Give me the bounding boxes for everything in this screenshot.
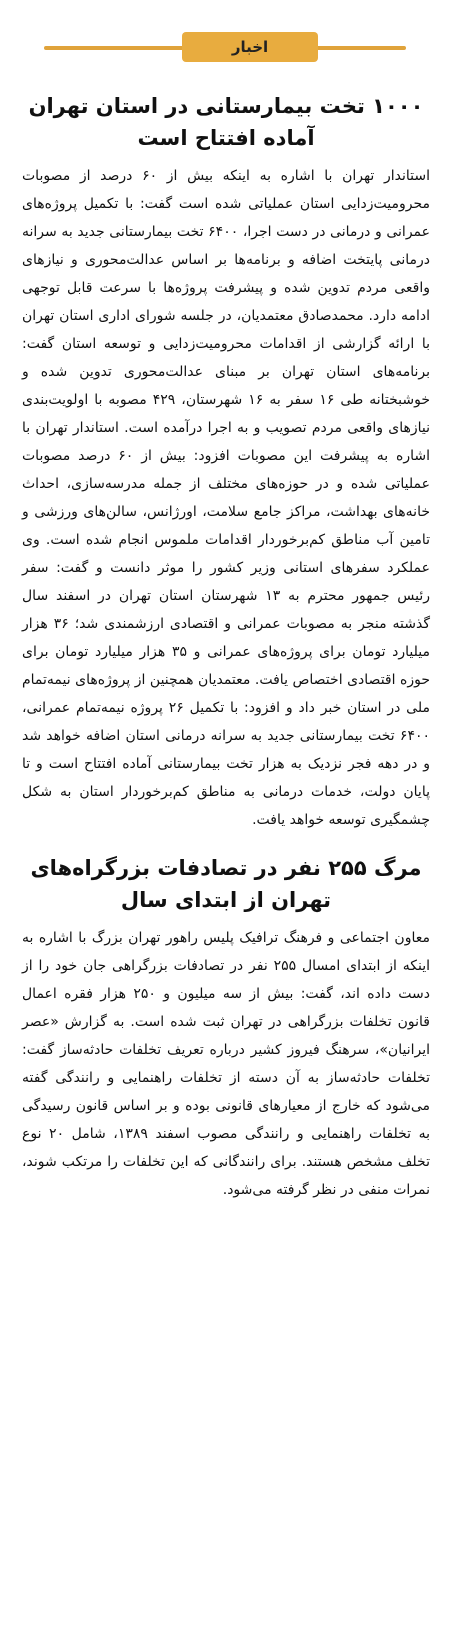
article-1-headline — [22, 76, 430, 162]
article-2-body: معاون اجتماعی و فرهنگ ترافیک پلیس راهور تهران بزرگ با اشاره به اینکه از ابتدای امسال ۲۵۵ نفر در تصادفات بزرگراهی جان خود را از دست داده اند، گفت: بیش از سه میلیون و ۲۵۰ هزار فقره اعمال قانون تخلفات بزرگراهی در تهران ثبت شده است. به گزارش «عصر ایرانیان»، سرهنگ فیروز کشیر درباره تعریف تخلفات حادثه‌ساز گفت: تخلفات حادثه‌ساز به آن دسته از تخلفات راهنمایی و رانندگی گفته می‌شود که خارج از معیارهای قانونی بوده و بر اساس قانون رسیدگی به تخلفات راهنمایی و رانندگی مصوب اسفند ۱۳۸۹، شامل ۲۰ نوع تخلف مشخص هستند. برای رانندگانی که این تخلفات را مرتکب شوند، نمرات منفی در نظر گرفته می‌شود. — [22, 930, 431, 1198]
article-1-body: استاندار تهران با اشاره به اینکه بیش از ۶۰ درصد از مصوبات محرومیت‌زدایی استان عملیاتی شده است گفت: با تکمیل پروژه‌های عمرانی و درمانی در دست اجرا، ۶۴۰۰ تخت بیمارستانی جدید به سرانه درمانی پایتخت اضافه و برنامه‌ها بر اساس عدالت‌محوری و نیازهای واقعی مردم تدوین شده و پیشرفت پروژه‌ها با سرعت قابل توجهی ادامه دارد. محمدصادق معتمدیان، در جلسه شورای اداری استان تهران با ارائه گزارشی از اقدامات محرومیت‌زدایی و توسعه استان گفت: برنامه‌های استان تهران بر مبنای عدالت‌محوری تدوین شده و خوشبختانه طی ۱۶ سفر به ۱۶ شهرستان، ۴۲۹ مصوبه با اولویت‌بندی نیازهای واقعی مردم تصویب و به اجرا درآمده است. استاندار تهران با اشاره به پیشرفت این مصوبات افزود: بیش از ۶۰ درصد مصوبات عملیاتی شده و در حوزه‌های مختلف از جمله مدرسه‌سازی، احداث خانه‌های بهداشت، مراکز جامع سلامت، اورژانس، سالن‌های ورزشی و تامین آب مناطق کم‌برخوردار اقدامات ملموس انجام شده است. وی عملکرد سفرهای استانی وزیر کشور را موثر دانست و گفت: سفر رئیس جمهور محترم به ۱۳ شهرستان استان تهران در اسفند سال گذشته منجر به مصوبات عمرانی و اقتصادی ارزشمندی شد؛ ۳۶ هزار میلیارد تومان برای پروژه‌های عمرانی و ۳۵ هزار میلیارد تومان برای حوزه اقتصادی اختصاص یافت. معتمدیان همچنین از پروژه‌های نیمه‌تمام ملی در استان خبر داد و افزود: با تکمیل ۲۶ پروژه نیمه‌تمام عمرانی، ۶۴۰۰ تخت بیمارستانی جدید به سرانه درمانی استان اضافه خواهد شد و در دهه فجر نزدیک به هزار تخت بیمارستانی آماده افتتاح است و تا پایان دولت، خدمات درمانی به مناطق کم‌برخوردار استان به شکل چشمگیری توسعه خواهد یافت. — [22, 168, 431, 828]
article-2-headline-line-2: تهران از ابتدای سال — [120, 888, 332, 912]
section-badge: اخبار — [182, 32, 318, 62]
article-1-headline-line-1: ۱۰۰۰ تخت بیمارستانی در استان تهران — [28, 94, 424, 118]
article-2-headline — [22, 834, 430, 924]
article-2-headline-line-1: مرگ ۲۵۵ نفر در تصادفات بزرگراه‌های — [30, 856, 422, 880]
article-1-headline-line-2: آماده افتتاح است — [137, 126, 315, 150]
section-header — [22, 0, 430, 76]
